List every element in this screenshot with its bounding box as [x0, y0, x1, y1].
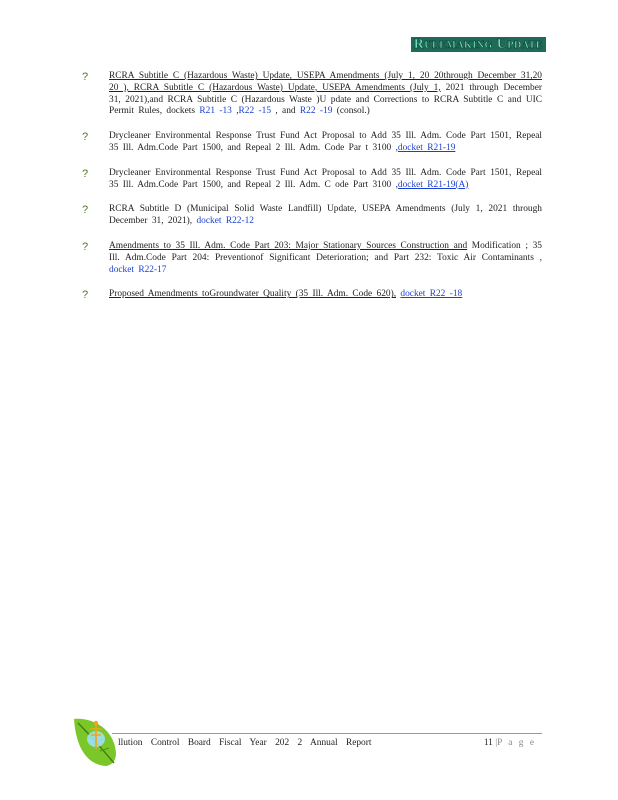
docket-link[interactable]: docket R21-19 [397, 142, 456, 153]
list-item [82, 204, 542, 228]
item-text-segment: Drycleaner Environmental Response Trust Fund Act Proposal to Add 35 Ill. Adm. Code Part 1501, Repeal 35 Ill. Adm.Code Part 1500, and Repeal 2 Ill. Adm. C ode Part 3100 , [109, 167, 542, 190]
bullet-glyph: ? [82, 167, 89, 180]
list-item [82, 168, 542, 192]
footer-rule [112, 733, 542, 734]
docket-link[interactable]: docket R22-17 [109, 264, 167, 275]
list-item-text [109, 131, 542, 155]
header-title-word-1: Rulemaking [413, 37, 493, 52]
page-separator: | [495, 738, 498, 748]
item-text-segment: Amendments to 35 Ill. Adm. Code Part 203: Major Stationary Sources Construction and [109, 240, 468, 251]
docket-link[interactable]: docket R22-12 [196, 216, 254, 227]
bullet-glyph: ? [82, 204, 89, 217]
leaf-logo-icon [70, 713, 122, 767]
docket-link[interactable]: R22 -15 [238, 106, 271, 117]
bullet-glyph: ? [82, 240, 89, 253]
running-header-title [411, 37, 546, 52]
docket-link[interactable]: docket R21-19(A) [397, 179, 469, 190]
bullet-glyph: ? [82, 131, 89, 144]
bullet-glyph: ? [82, 289, 89, 302]
list-item-text [109, 204, 542, 228]
list-item [82, 71, 542, 118]
list-item-text [109, 71, 542, 118]
docket-link[interactable]: R21 -13 [199, 106, 232, 117]
list-item [82, 289, 542, 301]
header-title-word-2: Update [496, 37, 543, 52]
list-item [82, 131, 542, 155]
docket-link[interactable]: docket R22 -18 [400, 289, 463, 300]
footer-page-number [484, 738, 536, 748]
item-text-segment: Proposed Amendments toGroundwater Quality (35 Ill. Adm. Code 620), [109, 289, 397, 300]
list-item-text [109, 289, 542, 301]
item-text-segment: (consol.) [332, 106, 370, 117]
item-text-segment: RCRA Subtitle C (Hazardous Waste) Update, USEPA Amendments (July 1, 20 20through December 31,20 20 ), RCRA Subtitle C (Hazardous Waste) Update, USEPA Amendments (July 1, [109, 71, 542, 93]
item-text-segment: , and [271, 106, 300, 117]
item-text-segment: , [231, 106, 239, 117]
docket-link[interactable]: R22 -19 [299, 106, 333, 117]
list-item-text [109, 168, 542, 192]
list-item-text [109, 241, 542, 276]
item-text-segment: RCRA Subtitle D (Municipal Solid Waste Landfill) Update, USEPA Amendments (July 1, 2021 through December 31, 2021), [109, 204, 542, 227]
item-text-segment: 2021 through December 31, 2021),and RCRA Subtitle C (Hazardous Waste )U pdate and Corrections to RCRA Subtitle C and UIC Permit Rules, dockets [109, 82, 543, 117]
footer-report-title: llution Control Board Fiscal Year 202 2 Annual Report [118, 738, 372, 748]
bullet-glyph: ? [82, 71, 89, 83]
page-label: P a g e [497, 738, 536, 748]
page-number: 11 [483, 738, 493, 748]
rulemaking-list [82, 71, 542, 314]
list-item [82, 241, 542, 276]
page-footer [72, 733, 542, 765]
item-text-segment: Modification ; 35 Ill. Adm.Code Part 204: Preventionof Significant Deterioration; and Part 232: Toxic Air Contaminants , [109, 240, 542, 263]
item-text-segment: Drycleaner Environmental Response Trust Fund Act Proposal to Add 35 Ill. Adm. Code Part 1501, Repeal 35 Ill. Adm.Code Part 1500, and Repeal 2 Ill. Adm. Code Par t 3100 , [109, 131, 542, 153]
